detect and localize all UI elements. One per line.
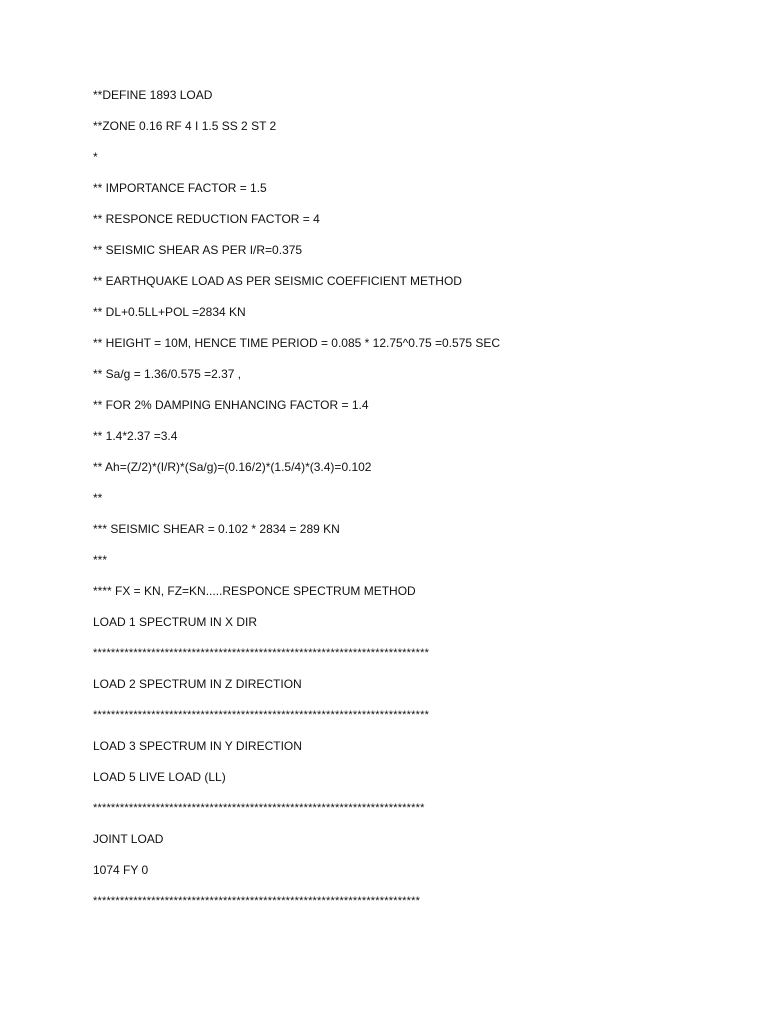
text-line: JOINT LOAD [93, 832, 164, 846]
text-line: **DEFINE 1893 LOAD [93, 88, 213, 102]
text-line: ** HEIGHT = 10M, HENCE TIME PERIOD = 0.085 * 12.75^0.75 =0.575 SEC [93, 336, 501, 350]
text-line: **ZONE 0.16 RF 4 I 1.5 SS 2 ST 2 [93, 119, 277, 133]
text-line: LOAD 1 SPECTRUM IN X DIR [93, 615, 258, 629]
text-line: ** Ah=(Z/2)*(I/R)*(Sa/g)=(0.16/2)*(1.5/4)*(3.4)=0.102 [93, 460, 372, 474]
text-line: *** SEISMIC SHEAR = 0.102 * 2834 = 289 KN [93, 522, 340, 536]
text-line: ** Sa/g = 1.36/0.575 =2.37 , [93, 367, 242, 381]
text-line: ** EARTHQUAKE LOAD AS PER SEISMIC COEFFICIENT METHOD [93, 274, 462, 288]
text-line: 1074 FY 0 [93, 863, 149, 877]
separator-line: *************************************************************************** [93, 709, 430, 721]
text-line: ** FOR 2% DAMPING ENHANCING FACTOR = 1.4 [93, 398, 369, 412]
separator-line: *************************************************************************** [93, 647, 430, 659]
text-line: *** [93, 553, 108, 567]
text-line: LOAD 3 SPECTRUM IN Y DIRECTION [93, 739, 302, 753]
text-line: ** [93, 491, 103, 505]
text-line: * [93, 150, 98, 164]
text-line: **** FX = KN, FZ=KN.....RESPONCE SPECTRUM METHOD [93, 584, 416, 598]
separator-line: ************************************************************************** [93, 802, 425, 814]
text-line: ** 1.4*2.37 =3.4 [93, 429, 178, 443]
text-line: ** RESPONCE REDUCTION FACTOR = 4 [93, 212, 320, 226]
text-line: ** SEISMIC SHEAR AS PER I/R=0.375 [93, 243, 303, 257]
text-line: ** IMPORTANCE FACTOR = 1.5 [93, 181, 267, 195]
text-line: LOAD 2 SPECTRUM IN Z DIRECTION [93, 677, 302, 691]
text-line: LOAD 5 LIVE LOAD (LL) [93, 770, 226, 784]
separator-line: ************************************************************************* [93, 895, 421, 907]
text-line: ** DL+0.5LL+POL =2834 KN [93, 305, 246, 319]
document-body [93, 86, 713, 923]
